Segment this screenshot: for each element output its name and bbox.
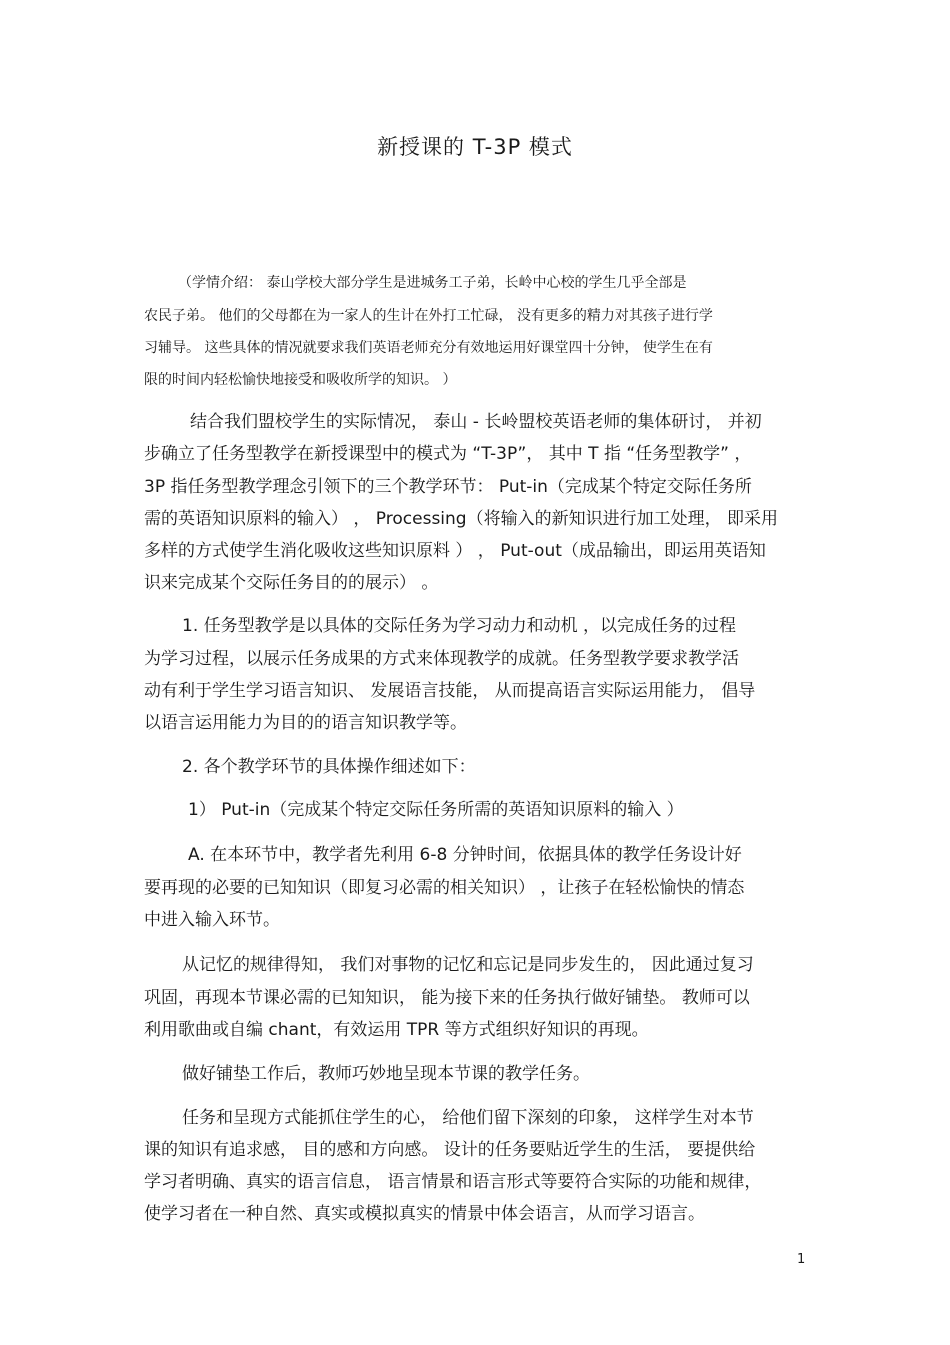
text-line: 农民子弟。 他们的父母都在为一家人的生计在外打工忙碌， 没有更多的精力对其孩子进行学 [144,308,713,324]
text-line: 3P 指任务型教学理念引领下的三个教学环节： Put-in（完成某个特定交际任务所 [144,477,752,497]
text-line: 习辅导。 这些具体的情况就要求我们英语老师充分有效地运用好课堂四十分钟， 使学生在有 [144,340,713,356]
text-line: 步确立了任务型教学在新授课型中的模式为 “T-3P”， 其中 T 指 “任务型教学” ， [144,444,752,464]
text-line: 动有利于学生学习语言知识、 发展语言技能， 从而提高语言实际运用能力， 倡导 [144,681,756,701]
text-line: 利用歌曲或自编 chant，有效运用 TPR 等方式组织好知识的再现。 [144,1020,649,1040]
text-line: 多样的方式使学生消化吸收这些知识原料 ） ， Put-out（成品输出，即运用英语知 [144,541,766,561]
text-line: 学习者明确、真实的语言信息， 语言情景和语言形式等要符合实际的功能和规律， [144,1172,762,1192]
text-line: 结合我们盟校学生的实际情况， 泰山 - 长岭盟校英语老师的集体研讨， 并初 [190,412,762,432]
text-line: 巩固，再现本节课必需的已知知识， 能为接下来的任务执行做好铺垫。 教师可以 [144,988,750,1008]
text-line: 做好铺垫工作后，教师巧妙地呈现本节课的教学任务。 [182,1064,590,1084]
text-line: 需的英语知识原料的输入） ， Processing（将输入的新知识进行加工处理， 即采用 [144,509,778,529]
text-line: 从记忆的规律得知， 我们对事物的记忆和忘记是同步发生的， 因此通过复习 [182,955,754,975]
text-line: 课的知识有追求感， 目的感和方向感。 设计的任务要贴近学生的生活， 要提供给 [144,1140,756,1160]
text-line: 1） Put-in（完成某个特定交际任务所需的英语知识原料的输入 ） [188,800,684,820]
text-line: 以语言运用能力为目的的语言知识教学等。 [144,713,467,733]
text-line: 要再现的必要的已知知识（即复习必需的相关知识） ，让孩子在轻松愉快的情态 [144,878,745,898]
text-line: 限的时间内轻松愉快地接受和吸收所学的知识。 ） [144,372,457,388]
text-line: 为学习过程，以展示任务成果的方式来体现教学的成就。任务型教学要求教学活 [144,649,739,669]
text-line: （学情介绍： 泰山学校大部分学生是进城务工子弟，长岭中心校的学生几乎全部是 [178,275,687,291]
document-title: 新授课的 T-3P 模式 [377,135,573,159]
text-line: 使学习者在一种自然、真实或模拟真实的情景中体会语言，从而学习语言。 [144,1204,705,1224]
text-line: A. 在本环节中，教学者先利用 6-8 分钟时间，依据具体的教学任务设计好 [188,845,742,865]
text-line: 中进入输入环节。 [144,910,280,930]
page-number: 1 [797,1252,806,1267]
text-line: 1. 任务型教学是以具体的交际任务为学习动力和动机 ，以完成任务的过程 [182,616,737,636]
text-line: 识来完成某个交际任务目的的展示） 。 [144,573,439,593]
text-line: 2. 各个教学环节的具体操作细述如下： [182,757,476,777]
text-line: 任务和呈现方式能抓住学生的心， 给他们留下深刻的印象， 这样学生对本节 [182,1108,754,1128]
